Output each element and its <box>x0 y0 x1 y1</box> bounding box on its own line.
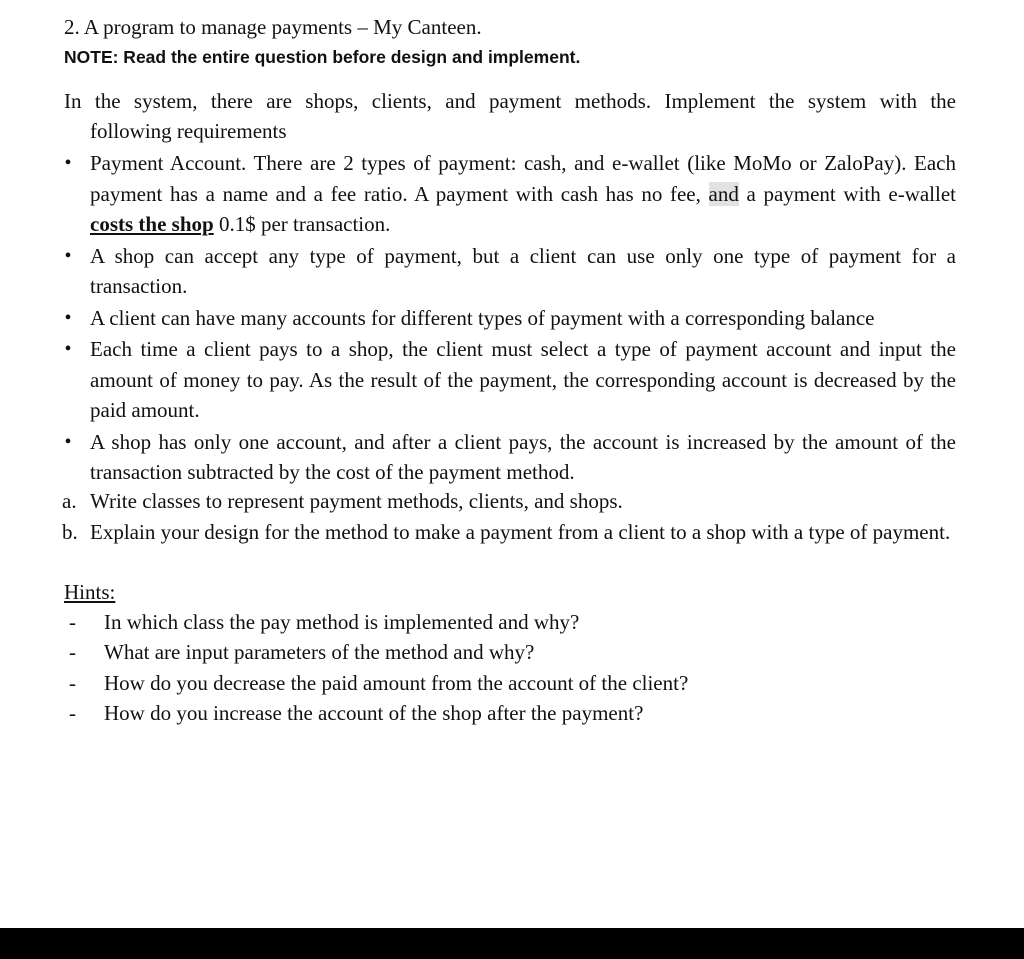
requirement-text: a payment with e-wallet <box>738 181 957 206</box>
hints-colon: : <box>109 580 116 604</box>
hint-item <box>64 668 688 698</box>
dash-icon: - <box>69 700 76 725</box>
requirement-item-shop-accept <box>60 241 956 302</box>
hint-text: In which class the pay method is implemented and why? <box>104 610 580 634</box>
hint-text: How do you increase the account of the shop after the payment? <box>104 700 644 725</box>
task-list <box>60 486 956 547</box>
requirement-item-shop-account <box>60 427 956 488</box>
task-text: Explain your design for the method to make a payment from a client to a shop with a type of payment. <box>90 519 951 544</box>
requirements-list <box>60 148 956 489</box>
emphasized-text: costs the shop <box>90 212 214 236</box>
task-item-a <box>60 486 956 517</box>
hints-heading <box>64 577 115 607</box>
bullet-icon: • <box>64 244 72 267</box>
requirement-text: Payment Account. There are 2 types of payment: cash, and e-wallet (like MoMo or ZaloPay). Each payment has a name and a fee ratio. A payment with cash has no fee, <box>90 151 956 206</box>
bottom-black-bar <box>0 928 1024 959</box>
bullet-icon: • <box>64 338 72 360</box>
intro-line-2: following requirements <box>90 119 287 143</box>
requirement-text: A shop can accept any type of payment, but a client can use only one type of payment for a transaction. <box>90 243 956 298</box>
hint-item <box>64 637 688 667</box>
requirement-text: A shop has only one account, and after a client pays, the account is increased by the amount of the transaction subtracted by the cost of the payment method. <box>90 429 956 484</box>
hint-text: How do you decrease the paid amount from the account of the client? <box>104 670 689 695</box>
hints-list <box>64 607 688 728</box>
requirement-item-payment-account <box>60 148 956 240</box>
dash-icon: - <box>69 640 76 665</box>
note-text: NOTE: Read the entire question before design and implement. <box>64 47 581 67</box>
intro-line-1: In the system, there are shops, clients, and payment methods. Implement the system with the <box>64 89 956 113</box>
requirement-text: 0.1$ per transaction. <box>213 212 391 236</box>
highlighted-text: and <box>708 181 739 206</box>
bullet-icon: • <box>64 430 72 453</box>
dash-icon: - <box>69 670 76 695</box>
requirement-item-client-accounts <box>60 303 956 334</box>
requirement-item-client-pays <box>60 334 956 426</box>
requirement-text: A client can have many accounts for different types of payment with a corresponding balance <box>90 305 875 330</box>
task-letter: a. <box>62 489 77 513</box>
hint-item <box>64 698 688 728</box>
hint-text: What are input parameters of the method and why? <box>104 640 535 665</box>
bullet-icon: • <box>64 306 72 329</box>
hints-heading-text: Hints <box>64 580 110 604</box>
intro-paragraph <box>64 86 956 146</box>
bullet-icon: • <box>64 152 72 174</box>
task-letter: b. <box>62 519 78 544</box>
requirement-text: Each time a client pays to a shop, the client must select a type of payment account and input the amount of money to pay. As the result of the payment, the corresponding account is decreased by the paid amount. <box>90 337 956 422</box>
task-item-b <box>60 517 956 548</box>
task-text: Write classes to represent payment methods, clients, and shops. <box>90 489 623 513</box>
dash-icon: - <box>69 610 76 634</box>
question-title: 2. A program to manage payments – My Canteen. <box>64 15 482 39</box>
hint-item <box>64 607 688 637</box>
